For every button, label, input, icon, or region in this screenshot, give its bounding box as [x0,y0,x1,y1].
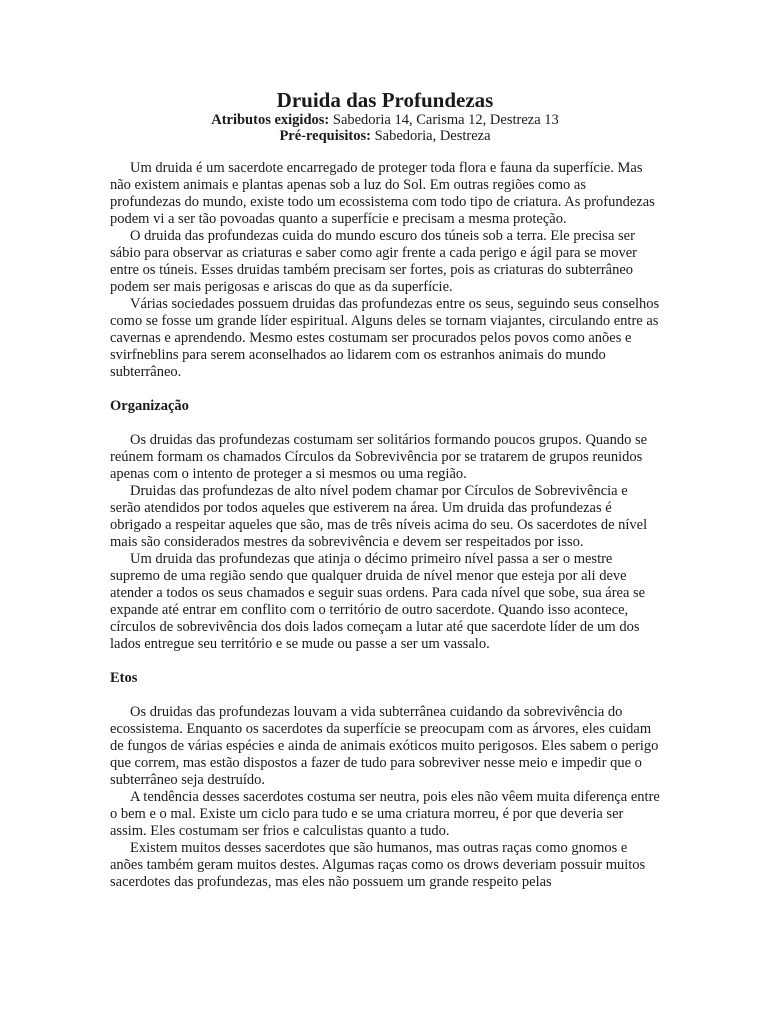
attributes-line [110,112,660,128]
attributes-label: Atributos exigidos: [211,112,330,128]
etos-paragraph: A tendência desses sacerdotes costuma ser neutra, pois eles não vêem muita diferença entre o bem e o mal. Existe um ciclo para tudo e se uma criatura morreu, é por que deveria ser assim. Eles costumam ser frios e calculistas quanto a tudo. [110,789,660,839]
etos-paragraph: Os druidas das profundezas louvam a vida subterrânea cuidando da sobrevivência do ecossistema. Enquanto os sacerdotes da superfície se preocupam com as árvores, eles cuidam de fungos de várias espécies e ainda de animais exóticos muito perigosos. Eles sabem o perigo que correm, mas estão dispostos a fazer de tudo para sobreviver nesse meio e impedir que o subterrâneo seja destruído. [110,704,659,788]
section-heading-organizacao: Organização [110,398,189,414]
organizacao-body [110,432,660,653]
etos-body [110,704,660,891]
etos-section [110,670,660,891]
intro-section [110,160,660,381]
prerequisites-value: Sabedoria, Destreza [370,128,491,144]
prerequisites-label: Pré-requisitos: [279,128,371,144]
organizacao-section [110,398,660,653]
intro-paragraph: Várias sociedades possuem druidas das profundezas entre os seus, seguindo seus conselhos como se fosse um grande líder espiritual. Alguns deles se tornam viajantes, circulando entre as cavernas e aprendendo. Mesmo estes costumam ser procurados pelos povos como anões e svirfneblins para serem aconselhados ao lidarem com os estranhos animais do mundo subterrâneo. [110,296,660,380]
section-heading-etos: Etos [110,670,138,686]
prerequisites-line [110,128,660,144]
intro-paragraph: Um druida é um sacerdote encarregado de proteger toda flora e fauna da superfície. Mas não existem animais e plantas apenas sob a luz do Sol. Em outras regiões como as profundezas do mundo, existe todo um ecossistema com todo tipo de criatura. As profundezas podem vi a ser tão povoadas quanto a superfície e precisam a mesma proteção. [110,160,655,227]
intro-paragraph: O druida das profundezas cuida do mundo escuro dos túneis sob a terra. Ele precisa ser sábio para observar as criaturas e saber como agir frente a cada perigo e ágil para se mover entre os túneis. Esses druidas também precisam ser fortes, pois as criaturas do subterrâneo podem ser mais perigosas e ariscas do que as da superfície. [110,228,637,295]
document-title: Druida das Profundezas [276,88,494,112]
organizacao-paragraph: Um druida das profundezas que atinja o décimo primeiro nível passa a ser o mestre supremo de uma região sendo que qualquer druida de nível menor que esteja por ali deve atender a todos os seus chamados e seguir suas ordens. Para cada nível que sobe, sua área se expande até entrar em conflito com o território de outro sacerdote. Quando isso acontece, círculos de sobrevivência dos dois lados começam a lutar até que sacerdote líder de um dos lados entregue seu território e se mude ou passe a ser um vassalo. [110,551,646,652]
organizacao-paragraph: Druidas das profundezas de alto nível podem chamar por Círculos de Sobrevivência e serão atendidos por todos aqueles que estiverem na área. Um druida das profundezas é obrigado a respeitar aqueles que são, mas de três níveis acima do seu. Os sacerdotes de nível mais são considerados mestres da sobrevivência e devem ser respeitados por isso. [110,483,648,550]
attributes-value: Sabedoria 14, Carisma 12, Destreza 13 [329,112,559,128]
document-page [110,88,660,891]
etos-paragraph: Existem muitos desses sacerdotes que são humanos, mas outras raças como gnomos e anões também geram muitos destes. Algumas raças como os drows deveriam possuir muitos sacerdotes das profundezas, mas eles não possuem um grande respeito pelas [110,840,646,890]
organizacao-paragraph: Os druidas das profundezas costumam ser solitários formando poucos grupos. Quando se reúnem formam os chamados Círculos da Sobrevivência por se tratarem de grupos reunidos apenas com o intento de proteger a si mesmos ou uma região. [110,432,648,482]
